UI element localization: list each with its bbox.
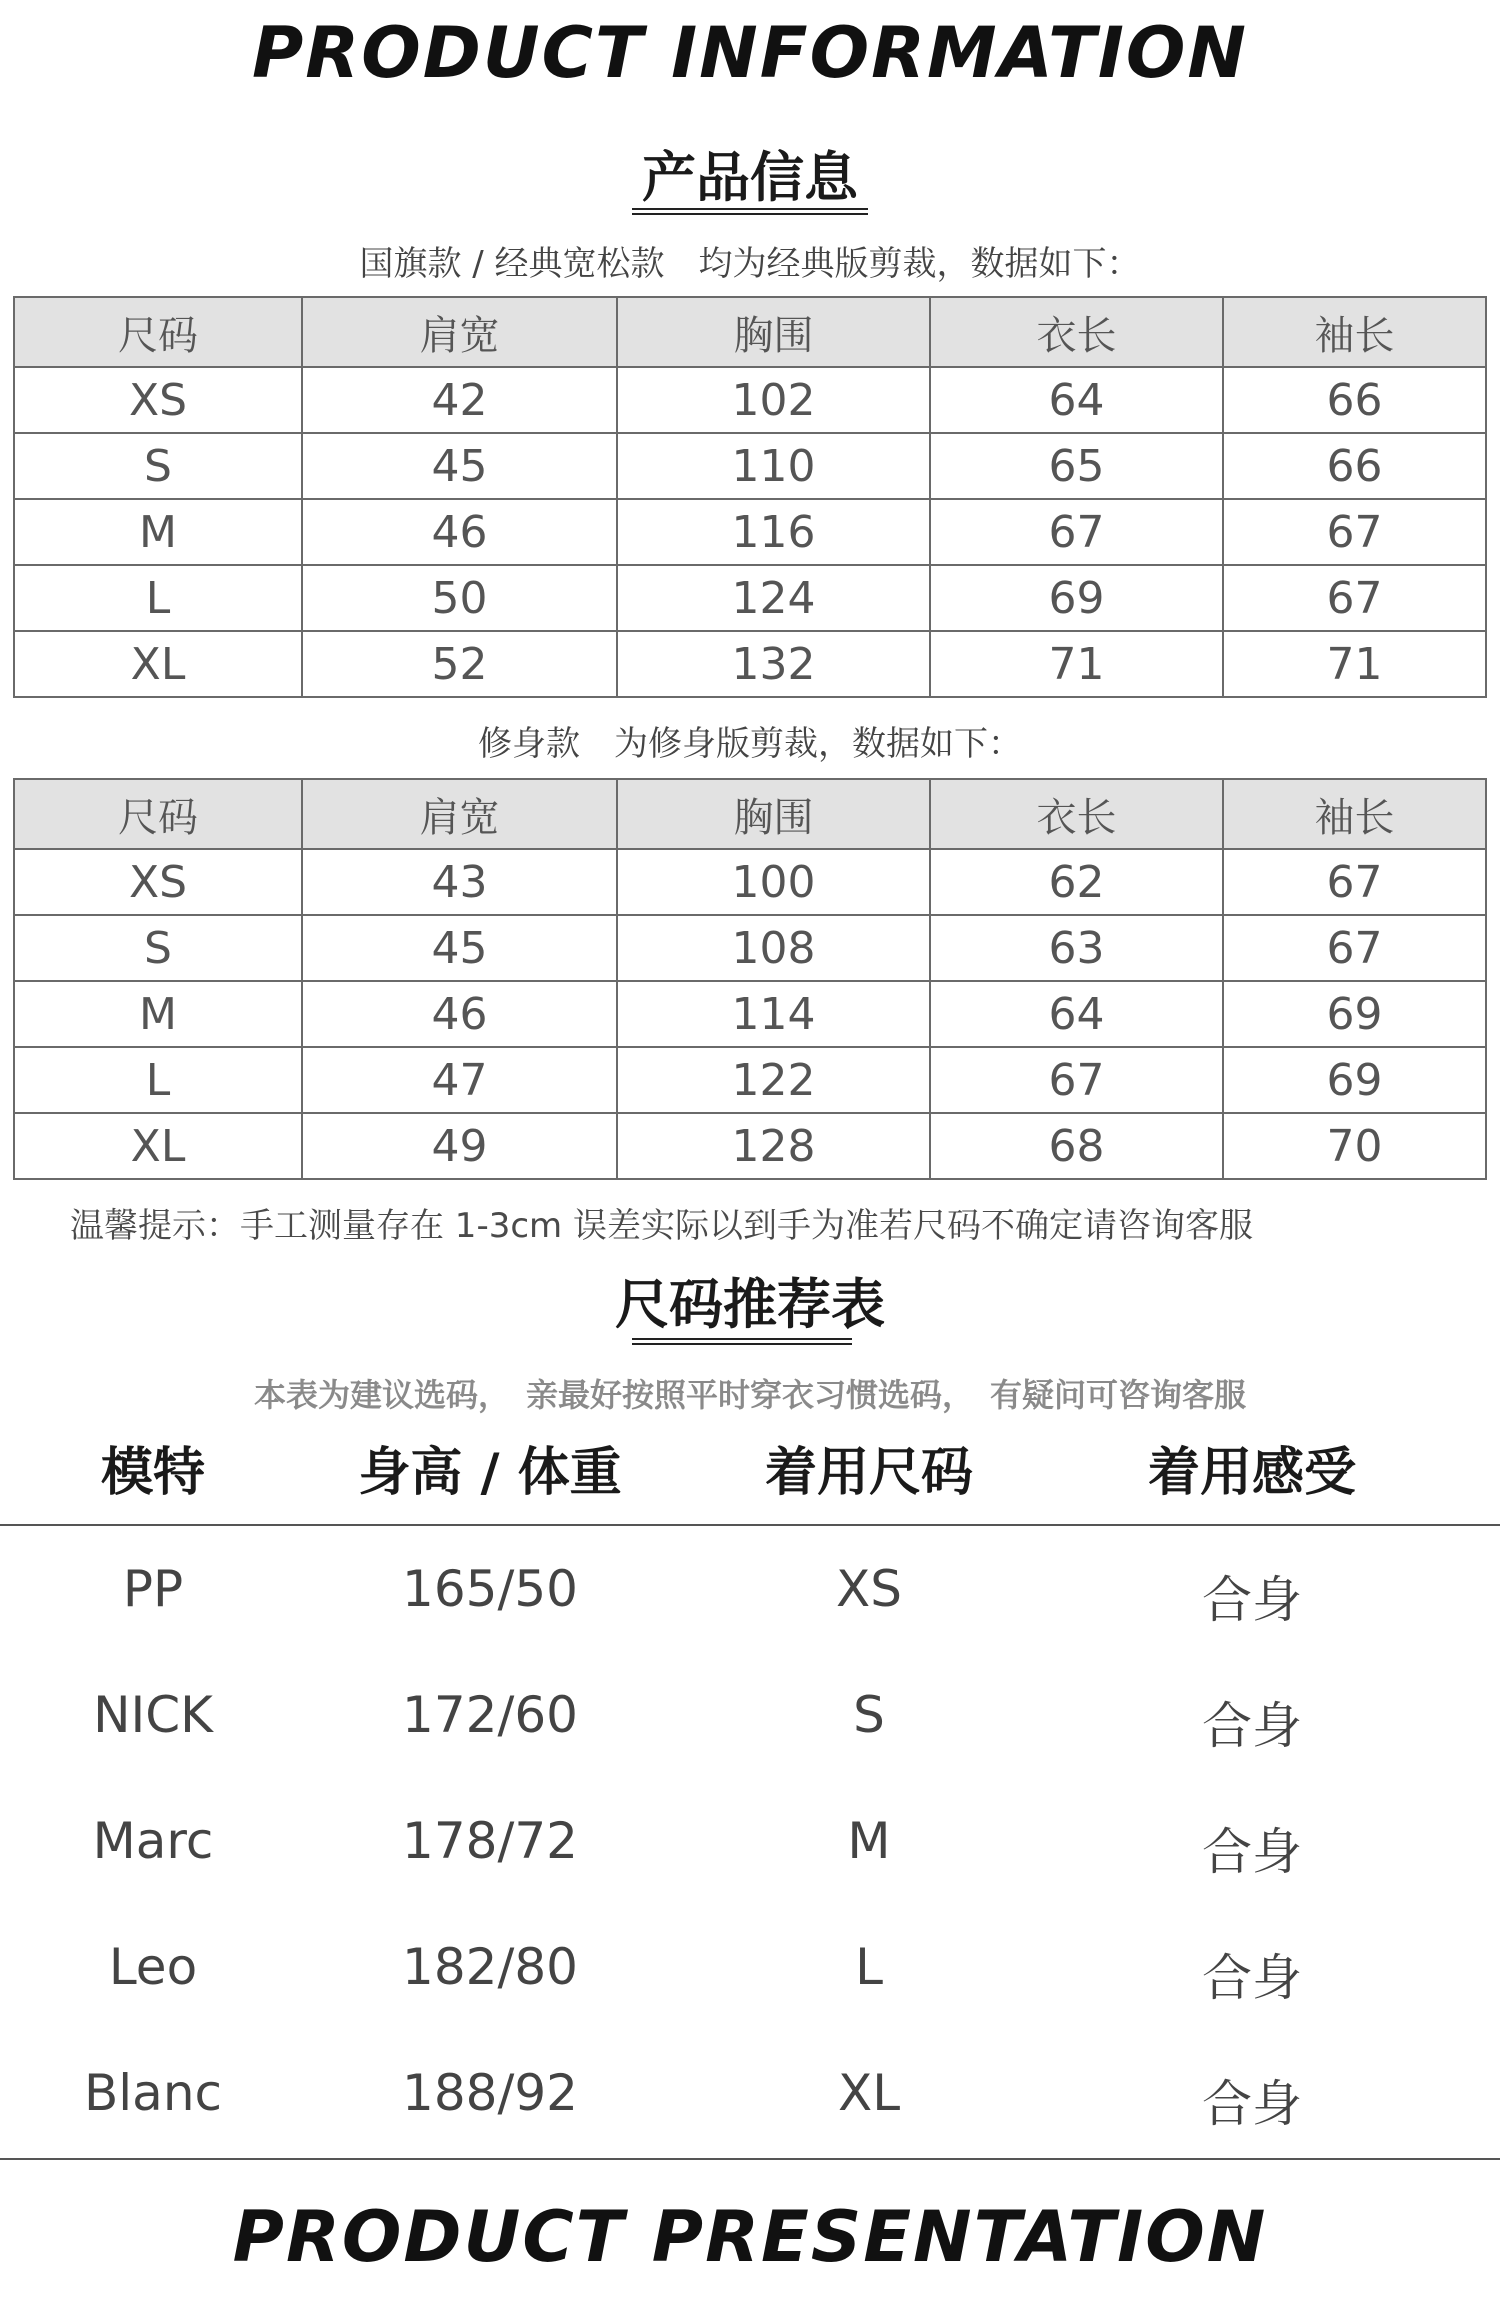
table-cell: 43 bbox=[302, 849, 617, 915]
table-cell: L bbox=[14, 565, 302, 631]
fit-feeling: 合身 bbox=[1202, 2075, 1302, 2133]
table-cell: 66 bbox=[1223, 433, 1486, 499]
table-cell: 122 bbox=[617, 1047, 930, 1113]
table-cell: 64 bbox=[930, 981, 1223, 1047]
table-cell: L bbox=[14, 1047, 302, 1113]
table-cell: 71 bbox=[930, 631, 1223, 697]
table-cell: 69 bbox=[1223, 981, 1486, 1047]
table-cell: 114 bbox=[617, 981, 930, 1047]
table-row bbox=[14, 849, 1486, 915]
table-row bbox=[14, 433, 1486, 499]
worn-size: XL bbox=[837, 2064, 901, 2122]
header-shoulder: 肩宽 bbox=[302, 297, 617, 367]
table-cell: 100 bbox=[617, 849, 930, 915]
slim-size-table bbox=[13, 778, 1487, 1180]
header-sleeve: 袖长 bbox=[1223, 779, 1486, 849]
title-underline bbox=[632, 1338, 852, 1345]
header-length: 衣长 bbox=[930, 779, 1223, 849]
divider bbox=[0, 1524, 1500, 1526]
table-cell: 67 bbox=[930, 499, 1223, 565]
table-cell: 108 bbox=[617, 915, 930, 981]
fit-feeling: 合身 bbox=[1202, 1571, 1302, 1629]
table-cell: 65 bbox=[930, 433, 1223, 499]
header-model: 模特 bbox=[100, 1443, 206, 1503]
table-cell: 110 bbox=[617, 433, 930, 499]
height-weight: 188/92 bbox=[402, 2064, 578, 2122]
table-row bbox=[14, 367, 1486, 433]
table-row bbox=[14, 981, 1486, 1047]
table-cell: 67 bbox=[930, 1047, 1223, 1113]
header-length: 衣长 bbox=[930, 297, 1223, 367]
slim-fit-note: 修身款 为修身版剪裁，数据如下： bbox=[478, 724, 1022, 764]
table-cell: 71 bbox=[1223, 631, 1486, 697]
size-recommendation-title: 尺码推荐表 bbox=[615, 1273, 885, 1336]
table-cell: 46 bbox=[302, 499, 617, 565]
worn-size: M bbox=[847, 1812, 891, 1870]
table-cell: 124 bbox=[617, 565, 930, 631]
table-cell: 69 bbox=[930, 565, 1223, 631]
table-cell: 67 bbox=[1223, 849, 1486, 915]
fit-feeling: 合身 bbox=[1202, 1823, 1302, 1881]
height-weight: 165/50 bbox=[402, 1560, 578, 1618]
table-cell: 102 bbox=[617, 367, 930, 433]
header-size: 尺码 bbox=[14, 779, 302, 849]
title-underline bbox=[632, 208, 868, 215]
product-info-title: 产品信息 bbox=[642, 146, 858, 209]
table-cell: 66 bbox=[1223, 367, 1486, 433]
height-weight: 172/60 bbox=[402, 1686, 578, 1744]
table-cell: 52 bbox=[302, 631, 617, 697]
measurement-tip: 温馨提示：手工测量存在 1-3cm 误差实际以到手为准若尺码不确定请咨询客服 bbox=[70, 1206, 1253, 1246]
table-cell: 45 bbox=[302, 915, 617, 981]
model-name: Leo bbox=[108, 1938, 198, 1996]
recommendation-note: 本表为建议选码， 亲最好按照平时穿衣习惯选码， 有疑问可咨询客服 bbox=[253, 1376, 1246, 1414]
table-cell: 116 bbox=[617, 499, 930, 565]
model-name: Blanc bbox=[83, 2064, 223, 2122]
header-fit-feeling: 着用感受 bbox=[1147, 1443, 1357, 1503]
table-cell: 46 bbox=[302, 981, 617, 1047]
model-name: PP bbox=[122, 1560, 184, 1618]
table-cell: XS bbox=[14, 367, 302, 433]
header-height-weight: 身高 / 体重 bbox=[358, 1443, 622, 1503]
table-cell: 49 bbox=[302, 1113, 617, 1179]
classic-fit-note: 国旗款 / 经典宽松款 均为经典版剪裁，数据如下： bbox=[359, 244, 1141, 284]
banner-product-information: PRODUCT INFORMATION bbox=[251, 12, 1249, 94]
table-header-row bbox=[14, 297, 1486, 367]
table-cell: 67 bbox=[1223, 499, 1486, 565]
height-weight: 178/72 bbox=[402, 1812, 578, 1870]
fit-feeling: 合身 bbox=[1202, 1949, 1302, 2007]
header-chest: 胸围 bbox=[617, 779, 930, 849]
classic-size-table bbox=[13, 296, 1487, 698]
table-cell: XL bbox=[14, 1113, 302, 1179]
height-weight: 182/80 bbox=[402, 1938, 578, 1996]
header-chest: 胸围 bbox=[617, 297, 930, 367]
model-name: NICK bbox=[93, 1686, 213, 1744]
table-cell: 67 bbox=[1223, 915, 1486, 981]
table-cell: 68 bbox=[930, 1113, 1223, 1179]
table-cell: 45 bbox=[302, 433, 617, 499]
table-cell: 132 bbox=[617, 631, 930, 697]
banner-product-presentation: PRODUCT PRESENTATION bbox=[232, 2196, 1268, 2278]
table-cell: 47 bbox=[302, 1047, 617, 1113]
table-cell: S bbox=[14, 433, 302, 499]
table-row bbox=[14, 1113, 1486, 1179]
table-row bbox=[14, 915, 1486, 981]
table-row bbox=[14, 499, 1486, 565]
table-cell: M bbox=[14, 981, 302, 1047]
table-cell: S bbox=[14, 915, 302, 981]
worn-size: L bbox=[855, 1938, 883, 1996]
table-cell: 64 bbox=[930, 367, 1223, 433]
table-cell: XL bbox=[14, 631, 302, 697]
table-cell: 50 bbox=[302, 565, 617, 631]
table-cell: M bbox=[14, 499, 302, 565]
model-name: Marc bbox=[92, 1812, 214, 1870]
table-row bbox=[14, 565, 1486, 631]
table-cell: 62 bbox=[930, 849, 1223, 915]
table-row bbox=[14, 1047, 1486, 1113]
table-cell: 42 bbox=[302, 367, 617, 433]
table-cell: 128 bbox=[617, 1113, 930, 1179]
worn-size: S bbox=[853, 1686, 885, 1744]
worn-size: XS bbox=[836, 1560, 902, 1618]
header-shoulder: 肩宽 bbox=[302, 779, 617, 849]
header-size: 尺码 bbox=[14, 297, 302, 367]
divider bbox=[0, 2158, 1500, 2160]
table-cell: 67 bbox=[1223, 565, 1486, 631]
table-row bbox=[14, 631, 1486, 697]
table-header-row bbox=[14, 779, 1486, 849]
fit-feeling: 合身 bbox=[1202, 1697, 1302, 1755]
table-cell: 63 bbox=[930, 915, 1223, 981]
header-sleeve: 袖长 bbox=[1223, 297, 1486, 367]
table-cell: 70 bbox=[1223, 1113, 1486, 1179]
header-worn-size: 着用尺码 bbox=[764, 1443, 974, 1503]
table-cell: 69 bbox=[1223, 1047, 1486, 1113]
table-cell: XS bbox=[14, 849, 302, 915]
